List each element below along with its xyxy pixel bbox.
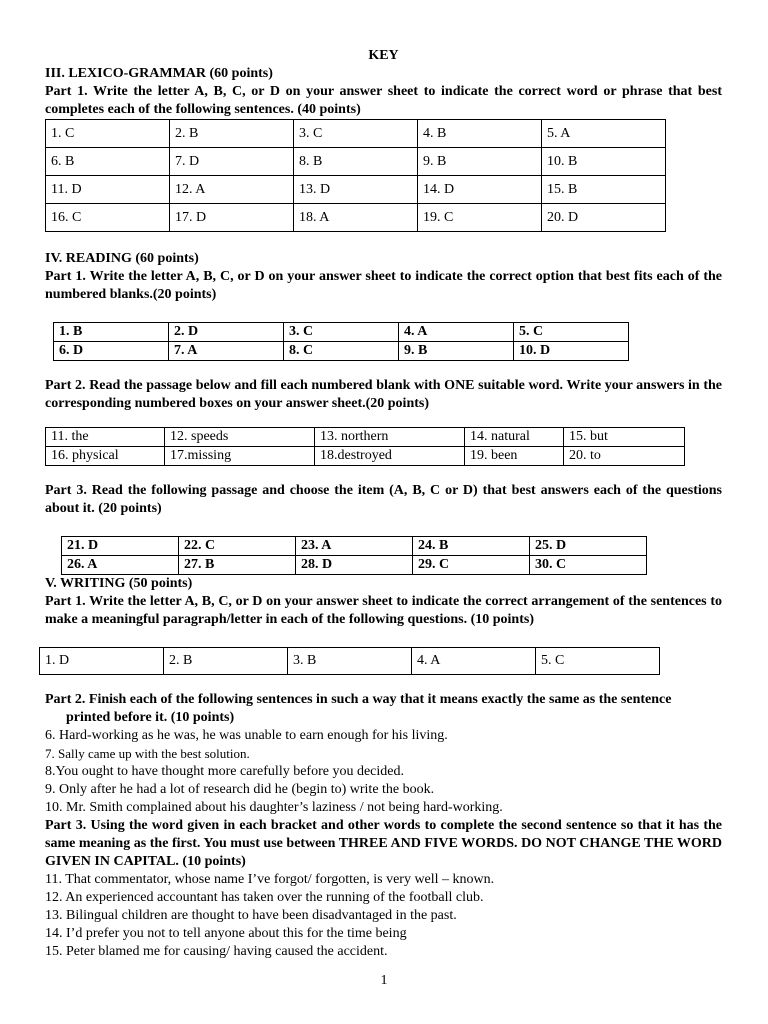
list-item: 8.You ought to have thought more carefully before you decided. bbox=[45, 764, 404, 779]
writing-part-1-answer-table bbox=[39, 647, 660, 675]
section-3-heading: III. LEXICO-GRAMMAR (60 points) bbox=[45, 66, 273, 81]
table-row bbox=[46, 447, 685, 466]
answer-cell: 16. C bbox=[46, 204, 170, 232]
page-number: 1 bbox=[380, 973, 388, 988]
list-item: 6. Hard-working as he was, he was unable to earn enough for his living. bbox=[45, 728, 448, 743]
answer-cell: 20. D bbox=[542, 204, 666, 232]
reading-part-2-answer-table bbox=[45, 427, 685, 466]
answer-cell: 11. D bbox=[46, 176, 170, 204]
section-5-heading: V. WRITING (50 points) bbox=[45, 576, 193, 591]
table-row bbox=[62, 537, 647, 556]
answer-cell: 27. B bbox=[179, 556, 296, 575]
answer-cell: 1. D bbox=[40, 648, 164, 675]
answer-cell: 11. the bbox=[46, 428, 165, 447]
table-row bbox=[46, 176, 666, 204]
table-row bbox=[54, 323, 629, 342]
answer-cell: 12. A bbox=[170, 176, 294, 204]
answer-cell: 8. B bbox=[294, 148, 418, 176]
answer-cell: 22. C bbox=[179, 537, 296, 556]
list-item: 7. Sally came up with the best solution. bbox=[45, 746, 250, 761]
document-page bbox=[45, 47, 722, 961]
reading-part-3-answer-table bbox=[61, 536, 647, 575]
table-row bbox=[40, 648, 660, 675]
list-item: 13. Bilingual children are thought to have been disadvantaged in the past. bbox=[45, 908, 457, 923]
answer-cell: 7. D bbox=[170, 148, 294, 176]
answer-cell: 3. C bbox=[294, 120, 418, 148]
table-row bbox=[46, 428, 685, 447]
answer-cell: 18. A bbox=[294, 204, 418, 232]
section-5-part-1-instructions: Part 1. Write the letter A, B, C, or D on your answer sheet to indicate the correct arrangement of the sentences to make a meaningful paragraph/letter in each of the following questions. (10 points) bbox=[45, 594, 722, 627]
table-row bbox=[46, 204, 666, 232]
answer-cell: 23. A bbox=[296, 537, 413, 556]
answer-cell: 4. B bbox=[418, 120, 542, 148]
answer-cell: 10. D bbox=[514, 342, 629, 361]
reading-part-1-answer-table bbox=[53, 322, 629, 361]
section-5-part-2-instructions-cont: printed before it. (10 points) bbox=[66, 710, 235, 725]
answer-cell: 13. D bbox=[294, 176, 418, 204]
answer-cell: 8. C bbox=[284, 342, 399, 361]
answer-cell: 19. been bbox=[465, 447, 564, 466]
answer-cell: 5. C bbox=[514, 323, 629, 342]
answer-cell: 1. C bbox=[46, 120, 170, 148]
answer-cell: 3. B bbox=[288, 648, 412, 675]
table-row bbox=[54, 342, 629, 361]
answer-cell: 9. B bbox=[418, 148, 542, 176]
table-row bbox=[46, 148, 666, 176]
answer-cell: 24. B bbox=[413, 537, 530, 556]
section-4-part-3-instructions: Part 3. Read the following passage and choose the item (A, B, C or D) that best answers each of the questions about it. (20 points) bbox=[45, 483, 722, 516]
answer-cell: 4. A bbox=[399, 323, 514, 342]
answer-cell: 15. but bbox=[564, 428, 685, 447]
document-title: KEY bbox=[368, 48, 399, 63]
answer-cell: 6. D bbox=[54, 342, 169, 361]
answer-cell: 10. B bbox=[542, 148, 666, 176]
section-4-part-1-instructions: Part 1. Write the letter A, B, C, or D on your answer sheet to indicate the correct option that best fits each of the numbered blanks.(20 points) bbox=[45, 269, 722, 302]
answer-cell: 17.missing bbox=[165, 447, 315, 466]
answer-cell: 3. C bbox=[284, 323, 399, 342]
answer-cell: 14. natural bbox=[465, 428, 564, 447]
list-item: 11. That commentator, whose name I’ve forgot/ forgotten, is very well – known. bbox=[45, 872, 495, 887]
answer-cell: 21. D bbox=[62, 537, 179, 556]
answer-cell: 7. A bbox=[169, 342, 284, 361]
list-item: 15. Peter blamed me for causing/ having caused the accident. bbox=[45, 944, 388, 959]
answer-cell: 26. A bbox=[62, 556, 179, 575]
answer-cell: 4. A bbox=[412, 648, 536, 675]
answer-cell: 29. C bbox=[413, 556, 530, 575]
list-item: 9. Only after he had a lot of research did he (begin to) write the book. bbox=[45, 782, 435, 797]
answer-cell: 12. speeds bbox=[165, 428, 315, 447]
list-item: 12. An experienced accountant has taken over the running of the football club. bbox=[45, 890, 484, 905]
list-item: 14. I’d prefer you not to tell anyone about this for the time being bbox=[45, 926, 407, 941]
answer-cell: 19. C bbox=[418, 204, 542, 232]
answer-cell: 5. C bbox=[536, 648, 660, 675]
answer-cell: 2. D bbox=[169, 323, 284, 342]
table-row bbox=[46, 120, 666, 148]
answer-cell: 14. D bbox=[418, 176, 542, 204]
section-4-heading: IV. READING (60 points) bbox=[45, 251, 199, 266]
answer-cell: 28. D bbox=[296, 556, 413, 575]
answer-cell: 15. B bbox=[542, 176, 666, 204]
table-row bbox=[62, 556, 647, 575]
answer-cell: 2. B bbox=[164, 648, 288, 675]
answer-cell: 1. B bbox=[54, 323, 169, 342]
answer-cell: 20. to bbox=[564, 447, 685, 466]
answer-cell: 13. northern bbox=[315, 428, 465, 447]
answer-cell: 18.destroyed bbox=[315, 447, 465, 466]
section-4-part-2-instructions: Part 2. Read the passage below and fill each numbered blank with ONE suitable word. Write your answers in the corresponding numbered boxes on your answer sheet.(20 points) bbox=[45, 378, 722, 411]
answer-cell: 25. D bbox=[530, 537, 647, 556]
section-5-part-2-instructions: Part 2. Finish each of the following sentences in such a way that it means exactly the same as the sentence bbox=[45, 692, 672, 707]
answer-cell: 5. A bbox=[542, 120, 666, 148]
answer-cell: 2. B bbox=[170, 120, 294, 148]
answer-cell: 9. B bbox=[399, 342, 514, 361]
list-item: 10. Mr. Smith complained about his daughter’s laziness / not being hard-working. bbox=[45, 800, 503, 815]
answer-cell: 17. D bbox=[170, 204, 294, 232]
lexico-grammar-answer-table bbox=[45, 119, 666, 232]
section-3-part-1-instructions: Part 1. Write the letter A, B, C, or D on your answer sheet to indicate the correct word or phrase that best completes each of the following sentences. (40 points) bbox=[45, 84, 722, 117]
section-5-part-3-instructions: Part 3. Using the word given in each bracket and other words to complete the second sentence so that it has the same meaning as the first. You must use between THREE AND FIVE WORDS. DO NOT CHANGE THE WORD GIVEN IN CAPITAL. (10 points) bbox=[45, 818, 722, 869]
answer-cell: 6. B bbox=[46, 148, 170, 176]
answer-cell: 30. C bbox=[530, 556, 647, 575]
answer-cell: 16. physical bbox=[46, 447, 165, 466]
